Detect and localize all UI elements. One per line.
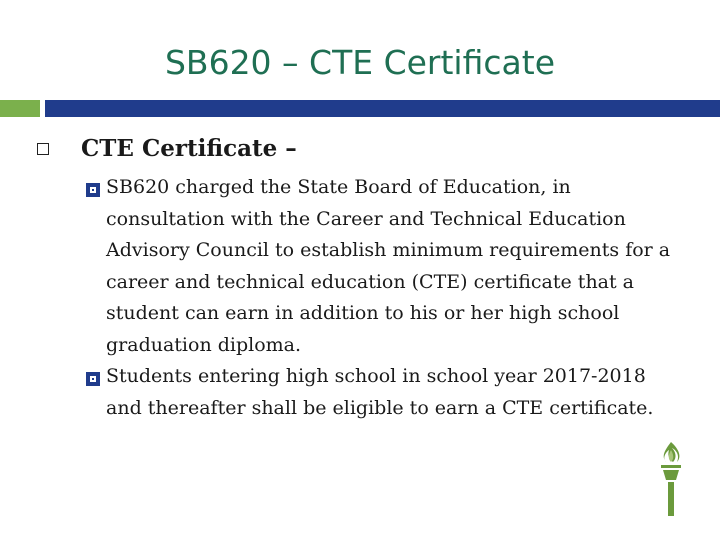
square-bullet-icon	[86, 372, 100, 386]
square-bullet-icon	[86, 183, 100, 197]
hollow-square-icon	[37, 143, 49, 155]
slide-title: SB620 – CTE Certificate	[164, 43, 555, 82]
bullet-text-2: Students entering high school in school year 2017-2018 and thereafter shall be eligible to earn a CTE certificate.	[106, 365, 654, 419]
bullet-text-1: SB620 charged the State Board of Education, in consultation with the Career and Technical Education Advisory Council to establish minimum requirements for a career and technical education (CTE) certificate that a student can earn in addition to his or her high school graduation diploma.	[106, 176, 671, 356]
torch-icon	[652, 440, 690, 518]
section-heading: CTE Certificate –	[81, 135, 297, 162]
